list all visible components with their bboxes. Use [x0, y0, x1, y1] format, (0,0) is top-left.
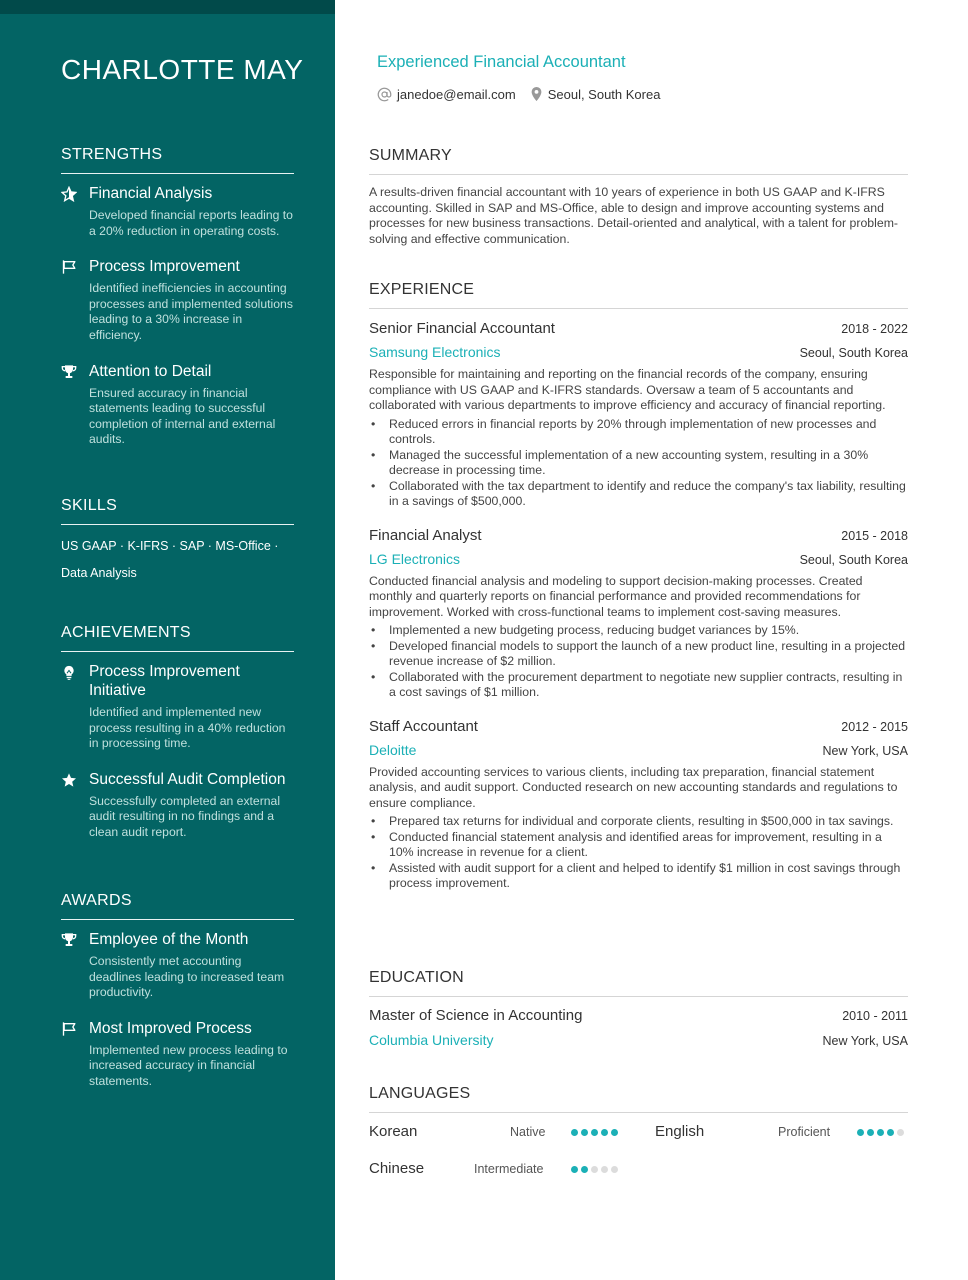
job-location: New York, USA [822, 743, 908, 758]
strength-desc: Identified inefficiencies in accounting processes and implemented solutions leading to a 30% increase in efficiency. [89, 281, 293, 342]
star-icon [61, 772, 79, 790]
sidebar-top-bar [0, 0, 335, 14]
rating-dot-filled [591, 1129, 598, 1136]
education-heading: EDUCATION [369, 969, 908, 997]
trophy-icon [61, 364, 79, 382]
rating-dot-filled [581, 1166, 588, 1173]
language-rating [571, 1166, 621, 1173]
strength-title: Attention to Detail [89, 362, 212, 380]
job-title: Senior Financial Accountant [369, 320, 555, 337]
education-section [369, 969, 908, 1048]
language-name: Korean [369, 1123, 418, 1140]
contact-email[interactable] [377, 87, 516, 102]
star-outline-icon [61, 186, 79, 204]
role-title: Experienced Financial Accountant [377, 53, 626, 71]
skills-section [61, 497, 294, 587]
achievements-heading: ACHIEVEMENTS [61, 624, 294, 652]
job-entry [369, 718, 908, 892]
job-location: Seoul, South Korea [799, 552, 908, 567]
award-desc: Implemented new process leading to increased accuracy in financial statements. [89, 1042, 288, 1088]
job-dates: 2015 - 2018 [841, 528, 908, 543]
job-description: Provided accounting services to various clients, including tax preparation, financial statement analysis, and audit support. Conducted research on new accounting standards and regulations to ensure compliance. [369, 764, 898, 810]
strength-item [61, 184, 294, 239]
job-dates: 2018 - 2022 [841, 322, 908, 336]
job-title: Staff Accountant [369, 717, 478, 735]
experience-heading: EXPERIENCE [369, 281, 908, 309]
job-entry [369, 320, 908, 510]
education-dates: 2010 - 2011 [842, 1009, 908, 1023]
rating-dot-empty [591, 1166, 598, 1173]
rating-dot-filled [857, 1129, 864, 1136]
school[interactable]: Columbia University [369, 1032, 494, 1048]
award-title: Employee of the Month [89, 931, 249, 948]
job-company[interactable]: Samsung Electronics [369, 344, 501, 360]
job-description: Conducted financial analysis and modeling to support decision-making processes. Created monthly and quarterly reports on financial performance and provided recommendations for improvement. Worked with cross-functional teams to implement cost-saving measures. [369, 573, 863, 619]
rating-dot-filled [601, 1129, 608, 1136]
strength-title: Process Improvement [89, 258, 240, 276]
rating-dot-filled [877, 1129, 884, 1136]
job-description: Responsible for maintaining and reporting on the financial records of the company, ensuring compliance with US GAAP and K-IFRS standards. Oversaw a team of 5 accountants and collaborated with various departments to improve efficiency and accuracy of financial reporting. [369, 367, 886, 412]
summary-text: A results-driven financial accountant with 10 years of experience in both US GAAP and K-IFRS accounting. Skilled in SAP and MS-Office, able to design and improve accounting systems and processes for new business transactions. Detail-oriented and analytical, with a talent for problem-solving and effective communication. [369, 185, 899, 246]
job-bullet: • Developed financial models to support the launch of a new product line, resulting in a projected revenue increase of $2 million. [369, 639, 908, 670]
job-company[interactable]: Deloitte [369, 741, 417, 758]
sidebar [0, 0, 335, 1280]
strength-item [61, 362, 294, 448]
strength-item [61, 257, 294, 343]
rating-dot-filled [867, 1129, 874, 1136]
rating-dot-filled [611, 1129, 618, 1136]
achievement-item [61, 770, 294, 841]
rating-dot-filled [581, 1129, 588, 1136]
job-bullet: • Prepared tax returns for individual and corporate clients, resulting in $500,000 in tax savings. [369, 814, 908, 830]
rating-dot-filled [571, 1166, 578, 1173]
summary-section [369, 147, 908, 247]
rating-dot-empty [601, 1166, 608, 1173]
education-entry [369, 1007, 908, 1048]
award-item [61, 1019, 294, 1090]
rating-dot-filled [887, 1129, 894, 1136]
location-text: Seoul, South Korea [547, 86, 661, 102]
job-bullet: • Conducted financial statement analysis and identified areas for improvement, resulting in a 10% increase in revenue for a client. [369, 830, 908, 861]
language-level: Intermediate [474, 1162, 544, 1176]
strength-desc: Ensured accuracy in financial statements leading to successful completion of internal and external audits. [89, 385, 276, 447]
job-entry [369, 527, 908, 701]
candidate-name: CHARLOTTE MAY [61, 54, 304, 85]
job-bullet: • Reduced errors in financial reports by 20% through implementation of new processes and controls. [369, 417, 908, 448]
job-bullets [369, 417, 908, 510]
job-dates: 2012 - 2015 [841, 719, 908, 734]
awards-heading: AWARDS [61, 892, 294, 920]
rating-dot-empty [897, 1129, 904, 1136]
skills-list [61, 533, 294, 587]
map-pin-icon [530, 86, 543, 102]
award-title: Most Improved Process [89, 1019, 252, 1037]
language-item [369, 1123, 621, 1143]
languages-heading: LANGUAGES [369, 1085, 908, 1113]
job-bullets [369, 814, 908, 892]
contact-row [377, 86, 674, 102]
achievement-desc: Identified and implemented new process resulting in a 40% reduction in processing time. [89, 705, 286, 751]
experience-section [369, 281, 908, 892]
language-name: Chinese [369, 1160, 425, 1177]
flag-icon [61, 259, 79, 277]
strengths-section [61, 146, 294, 448]
language-name: English [655, 1123, 705, 1140]
degree: Master of Science in Accounting [369, 1007, 583, 1024]
job-company[interactable]: LG Electronics [369, 550, 461, 567]
strengths-heading: STRENGTHS [61, 146, 294, 174]
strength-title: Financial Analysis [89, 185, 213, 202]
contact-location [530, 86, 661, 102]
email-text: janedoe@email.com [397, 86, 516, 102]
achievements-section [61, 624, 294, 841]
job-location: Seoul, South Korea [799, 346, 908, 360]
summary-heading: SUMMARY [369, 147, 908, 175]
language-level: Proficient [778, 1125, 831, 1139]
award-desc: Consistently met accounting deadlines leading to increased team productivity. [89, 954, 285, 1000]
skills-line-1: US GAAP · K-IFRS · SAP · MS-Office · [61, 539, 279, 553]
job-bullet: • Assisted with audit support for a client and helped to identify $1 million in cost savings through process improvement. [369, 861, 908, 892]
achievement-title: Successful Audit Completion [89, 770, 286, 788]
awards-section [61, 892, 294, 1090]
trophy-icon [61, 932, 79, 950]
flag-icon [61, 1021, 79, 1039]
at-icon [377, 87, 392, 102]
achievement-desc: Successfully completed an external audit resulting in no findings and a clean audit report. [89, 793, 281, 839]
language-item [369, 1160, 621, 1180]
rating-dot-filled [571, 1129, 578, 1136]
skills-line-2: Data Analysis [61, 566, 137, 580]
job-bullet: • Collaborated with the tax department to identify and reduce the company's tax liability, resulting in a savings of $500,000. [369, 479, 908, 510]
lightbulb-icon [61, 664, 79, 682]
language-item [655, 1123, 908, 1143]
language-level: Native [510, 1125, 546, 1139]
rating-dot-empty [611, 1166, 618, 1173]
achievement-title: Process Improvement Initiative [89, 663, 240, 699]
job-bullet: • Collaborated with the procurement department to negotiate new supplier contracts, resulting in a cost savings of $1 million. [369, 670, 908, 701]
job-bullets [369, 623, 908, 701]
language-rating [571, 1129, 621, 1136]
skills-heading: SKILLS [61, 497, 294, 525]
job-title: Financial Analyst [369, 526, 482, 544]
job-bullet: • Managed the successful implementation of a new accounting system, resulting in a 30% decrease in processing time. [369, 448, 908, 479]
award-item [61, 930, 294, 1001]
languages-section [369, 1085, 908, 1195]
language-rating [857, 1129, 907, 1136]
school-location: New York, USA [822, 1034, 908, 1048]
strength-desc: Developed financial reports leading to a 20% reduction in operating costs. [89, 208, 293, 238]
job-bullet: • Implemented a new budgeting process, reducing budget variances by 15%. [369, 623, 908, 639]
achievement-item [61, 662, 294, 752]
